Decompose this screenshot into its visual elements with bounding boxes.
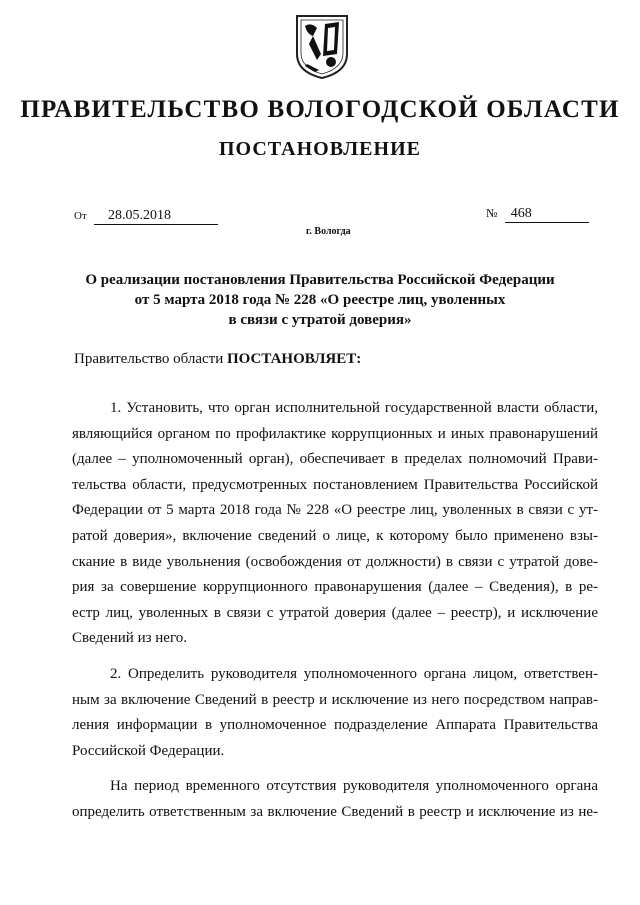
paragraph-2	[72, 662, 598, 764]
text-line: естр лиц, уволенных в связи с утратой доверия (далее – реестр), и исключение	[72, 604, 598, 621]
text-line: ления информации в уполномоченное подразделение Аппарата Правительства	[72, 717, 598, 734]
text-line: Федерации от 5 марта 2018 года № 228 «О реестре лиц, уволенных в связи с ут-	[72, 502, 598, 519]
number-value: 468	[505, 206, 589, 223]
preamble	[74, 351, 361, 368]
document-number	[486, 205, 589, 223]
text-line: ратой доверия», включение сведений о лице, к которому было применено взы-	[72, 527, 598, 544]
subject-line: в связи с утратой доверия»	[228, 312, 412, 328]
city-label: г. Вологда	[306, 226, 351, 237]
text-line: 1. Установить, что орган исполнительной государственной власти области,	[110, 400, 598, 416]
subject-line: О реализации постановления Правительства Российской Федерации	[85, 272, 555, 288]
number-prefix: №	[486, 206, 498, 220]
subject-line: от 5 марта 2018 года № 228 «О реестре лиц, уволенных	[134, 292, 506, 308]
text-line: рия за совершение коррупционного правонарушения (далее – Сведения), в ре-	[72, 579, 598, 596]
text-line: (далее – уполномоченный орган), обеспечивает в пределах полномочий Прави-	[72, 451, 598, 468]
preamble-text: Правительство области	[74, 351, 224, 367]
date-prefix: От	[74, 210, 87, 222]
document-body	[72, 396, 598, 826]
document-type: ПОСТАНОВЛЕНИЕ	[219, 138, 421, 160]
paragraph-1	[72, 396, 598, 652]
vologda-coat-of-arms-icon	[295, 14, 349, 80]
date-value: 28.05.2018	[94, 208, 218, 225]
text-line: 2. Определить руководителя уполномоченного органа лицом, ответствен-	[110, 665, 598, 682]
text-line: На период временного отсутствия руководителя уполномоченного органа	[110, 778, 598, 795]
text-line: скание в виде увольнения (освобождения от должности) в связи с утратой дове-	[72, 553, 598, 570]
text-line: определить ответственным за включение Сведений в реестр и исключение из не-	[72, 803, 598, 820]
text-line: ным за включение Сведений в реестр и исключение из него посредством направ-	[72, 691, 598, 708]
text-line: Сведений из него.	[72, 630, 187, 647]
document-date	[74, 207, 218, 225]
text-line: тельства области, предусмотренных постановлением Правительства Российской	[72, 476, 598, 493]
preamble-emphasis: ПОСТАНОВЛЯЕТ:	[226, 351, 362, 367]
document-subject	[40, 270, 600, 330]
paragraph-3	[72, 774, 598, 825]
government-title: ПРАВИТЕЛЬСТВО ВОЛОГОДСКОЙ ОБЛАСТИ	[20, 96, 620, 123]
text-line: Российской Федерации.	[72, 742, 225, 759]
text-line: являющийся органом по профилактике коррупционных и иных правонарушений	[72, 425, 598, 442]
